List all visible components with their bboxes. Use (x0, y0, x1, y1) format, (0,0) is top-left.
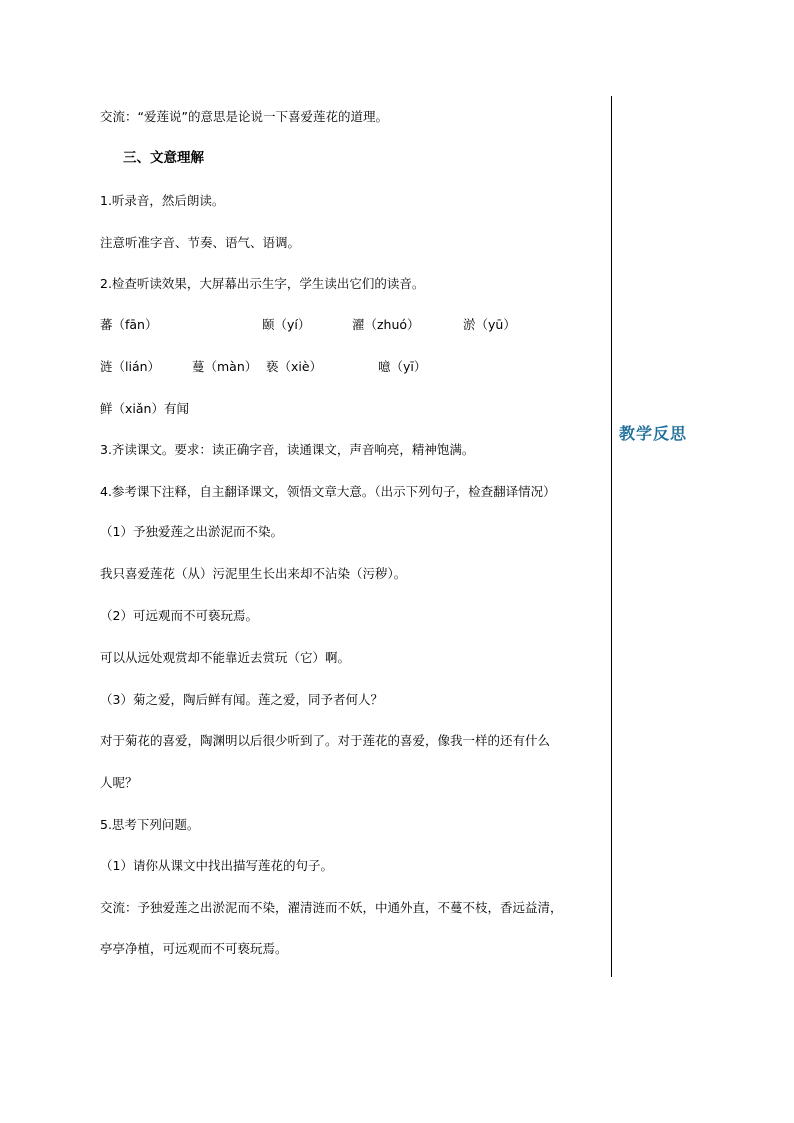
question-2: （2）可远观而不可亵玩焉。 (100, 608, 258, 623)
pinyin-word: 鲜（xiǎn）有闻 (100, 401, 189, 416)
answer-3-line-2: 人呢？ (100, 775, 138, 790)
question-1: （1）予独爱莲之出淤泥而不染。 (100, 524, 283, 539)
step-1: 1.听录音，然后朗读。 (100, 193, 225, 208)
pinyin-word: 颐（yí） (262, 317, 311, 332)
pinyin-word: 淤（yū） (463, 317, 516, 332)
pinyin-word: 亵（xiè） (266, 359, 323, 374)
step-2: 2.检查听读效果，大屏幕出示生字，学生读出它们的读音。 (100, 276, 425, 291)
section-heading: 三、文意理解 (123, 150, 204, 166)
answer-2: 可以从远处观赏却不能靠近去赏玩（它）啊。 (100, 650, 351, 665)
answer-1: 我只喜爱莲花（从）污泥里生长出来却不沾染（污秽）。 (100, 566, 407, 581)
pinyin-word: 蕃（fān） (100, 317, 158, 332)
question-3: （3）菊之爱，陶后鲜有闻。莲之爱，同予者何人？ (100, 692, 383, 707)
exchange-text-2-line-1: 交流：予独爱莲之出淤泥而不染，濯清涟而不妖，中通外直，不蔓不枝，香远益清， (100, 900, 563, 915)
question-4: （1）请你从课文中找出描写莲花的句子。 (100, 858, 333, 873)
step-5: 5.思考下列问题。 (100, 817, 200, 832)
step-4: 4.参考课下注释，自主翻译课文，领悟文章大意。（出示下列句子，检查翻译情况） (100, 484, 556, 499)
column-divider (611, 96, 612, 977)
teaching-reflection-title: 教学反思 (619, 424, 688, 443)
step-3: 3.齐读课文。要求：读正确字音，读通课文，声音响亮，精神饱满。 (100, 442, 475, 457)
pinyin-word: 濯（zhuó） (352, 317, 420, 332)
exchange-text-2-line-2: 亭亭净植，可远观而不可亵玩焉。 (100, 941, 288, 956)
pinyin-word: 噫（yī） (378, 359, 427, 374)
answer-3-line-1: 对于菊花的喜爱，陶渊明以后很少听到了。对于莲花的喜爱，像我一样的还有什么 (100, 733, 551, 748)
pinyin-word: 蔓（màn） (192, 359, 258, 374)
pinyin-word: 涟（lián） (100, 359, 161, 374)
exchange-text-1: 交流：“爱莲说”的意思是论说一下喜爱莲花的道理。 (100, 109, 388, 124)
step-1-note: 注意听准字音、节奏、语气、语调。 (100, 235, 301, 250)
